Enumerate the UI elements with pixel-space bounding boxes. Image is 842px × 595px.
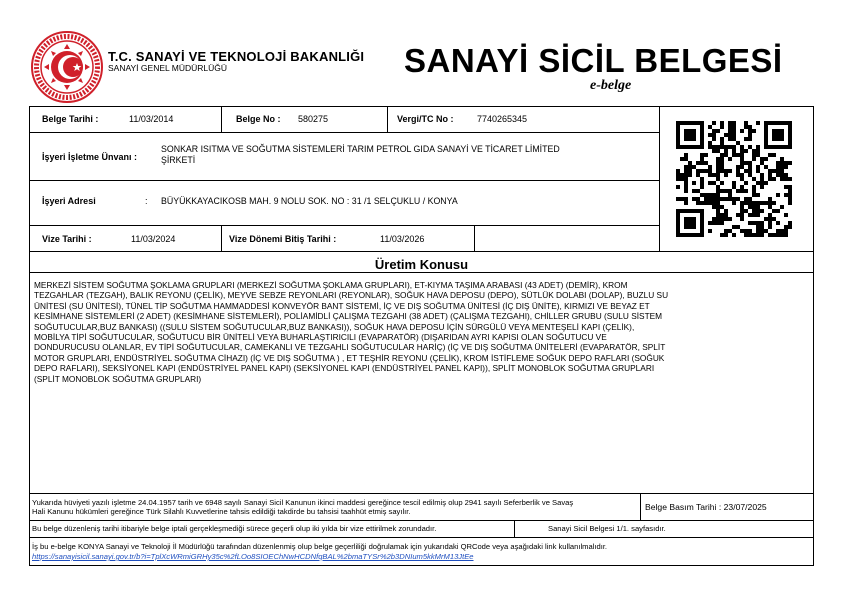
uretim-line: (SPLİT MONOBLOK SOĞUTMA GRUPLARI) — [34, 373, 202, 384]
divider — [474, 225, 475, 252]
divider — [29, 520, 814, 521]
divider — [29, 225, 660, 226]
ministry-subtitle: SANAYİ GENEL MÜDÜRLÜĞÜ — [108, 63, 228, 73]
law-text-line1: Yukarıda hüviyeti yazılı işletme 24.04.1957 tarih ve 6948 sayılı Sanayi Sicil Kanunun ikinci maddesi gereğince tescil edilmiş olup 2941 sayılı Seferberlik ve Savaş — [32, 498, 574, 507]
vergi-no-value: 7740265345 — [477, 114, 528, 124]
unvan-value-line1: SONKAR ISITMA VE SOĞUTMA SİSTEMLERİ TARIM PETROL GIDA SANAYİ VE TİCARET LİMİTED — [161, 144, 560, 154]
uretim-line: DONDURUCUSU OLANLAR, EV TİPİ SOĞUTUCULAR, CAMEKANLI VE TEZGAHLI SOĞUTUCULAR HARİÇ) (İÇ VE DIŞ SOĞUTMA ÜNİTELERİ (EVAPARATÖR, SPLİT — [34, 342, 666, 353]
uretim-line: MERKEZİ SİSTEM SOĞUTMA ŞOKLAMA GRUPLARI (MERKEZİ SOĞUTMA ŞOKLAMA GRUPLARI), ET-KIYMA TAŞIMA ARABASI (43 ADET) (DEMİR), KROM — [34, 280, 628, 290]
uretim-line: SOĞUTUCULAR,BUZ BANKASI) ((SULU SİSTEM SOĞUTUCULAR,BUZ BANKASI)), SOĞUK HAVA DEPOSU İÇİN SÜRGÜLÜ VEYA MENTEŞELİ KAPI (ÇELİK), — [34, 321, 635, 332]
divider — [640, 493, 641, 521]
belge-tarihi-value: 11/03/2014 — [129, 114, 174, 124]
divider — [29, 272, 814, 273]
ebelge-label: e-belge — [590, 78, 632, 93]
uretim-title: Üretim Konusu — [374, 257, 469, 272]
adres-value: BÜYÜKKAYACIKOSB MAH. 9 NOLU SOK. NO : 31 /1 SELÇUKLU / KONYA — [161, 196, 458, 206]
uretim-line: DEPO RAFLARI), SEKSİYONEL KAPI (ENDÜSTRİYEL PANEL KAPI) (SEKSİYONEL KAPI (ENDÜSTRİYEL PANEL KAPI)), SPLİT MONOBLOK SOĞUTMA GRUPLARI — [34, 363, 655, 374]
adres-label: İşyeri Adresi — [42, 196, 96, 206]
unvan-value-line2: ŞİRKETİ — [161, 155, 196, 165]
adres-colon: : — [145, 196, 148, 206]
validity-text: Bu belge düzenleniş tarihi itibariyle belge iptali gerçekleşmediği sürece geçerli olup iki yılda bir vize ettirilmek zorundadır. — [32, 524, 437, 533]
uretim-line: MOBİLYA TİPİ SOĞUTUCULAR, SOĞUTUCU BİR ÜNİTELİ VEYA BUHARLAŞTIRICILI (EVAPARATÖR) (DIŞARIDAN AYRI KAPISI OLAN SOĞUTUCU VE — [34, 332, 607, 343]
divider — [514, 520, 515, 537]
divider — [221, 106, 222, 132]
vize-tarihi-value: 11/03/2024 — [131, 234, 176, 244]
document-title: SANAYİ SİCİL BELGESİ — [404, 42, 783, 79]
uretim-line: TEZGAHLAR (TEZGAH), BALIK REYONU (ÇELİK), MEYVE SEBZE REYONLARI (REYONLAR), SOĞUK HAVA DEPOSU (DEPO), SÜTLÜK DOLABI (DOLAP), BUZLU SU — [34, 290, 669, 301]
vergi-no-label: Vergi/TC No : — [397, 114, 454, 124]
law-text-line2: Hali Kanunu hükümleri gereğince Türk Silahlı Kuvvetlerine tahsis edildiği takdirde bu tahsisi taahhüt etmiş sayılır. — [32, 507, 411, 516]
basim-tarihi: Belge Basım Tarihi : 23/07/2025 — [645, 502, 767, 512]
divider — [221, 225, 222, 252]
uretim-line: MOTOR GRUPLARI, ENDÜSTRİYEL SOĞUTMA CİHAZI) (İÇ VE DIŞ SOĞUTMA ) , ET TEŞHİR REYONU (ÇELİK), KROM İSTİFLEME SOĞUK DEPO RAFLARI (SOĞUK — [34, 352, 665, 363]
verify-text: İş bu e-belge KONYA Sanayi ve Teknoloji İl Müdürlüğü tarafından düzenlenmiş olup belge geçerliliği doğrulamak için yukarıdaki QRCode veya aşağıdaki link kullanılmalıdır. — [32, 542, 608, 551]
uretim-line: KESİMHANE SİSTEMLERİ (2 ADET) (KESİMHANE SİSTEMLERİ), POLİAMİDLİ ÇALIŞMA TEZGAHI (38 ADET) (ÇALIŞMA TEZGAHI), CHİLLER GRUBU (SULU SİSTEM — [34, 311, 663, 322]
belge-no-value: 580275 — [298, 114, 329, 124]
vize-bitis-label: Vize Dönemi Bitiş Tarihi : — [229, 234, 337, 244]
uretim-text — [34, 280, 814, 384]
divider — [29, 132, 660, 133]
verify-link[interactable]: https://sanayisicil.sanayi.gov.tr/b?i=TplXcWRmiGRHy35c%2fLOo8SIOEChNwHCDNfqBAL%2bmaTYSr%2b3DNIum5kkMrM13JtEe — [32, 552, 474, 561]
belge-tarihi-label: Belge Tarihi : — [42, 114, 99, 124]
unvan-label: İşyeri İşletme Ünvanı : — [42, 152, 138, 162]
divider — [659, 106, 660, 252]
vize-bitis-value: 11/03/2026 — [380, 234, 425, 244]
belge-no-label: Belge No : — [236, 114, 281, 124]
divider — [29, 180, 660, 181]
vize-tarihi-label: Vize Tarihi : — [42, 234, 92, 244]
page-info: Sanayi Sicil Belgesi 1/1. sayfasıdır. — [548, 524, 666, 533]
divider — [29, 537, 814, 538]
ministry-seal — [30, 30, 104, 104]
ministry-name: T.C. SANAYİ VE TEKNOLOJİ BAKANLIĞI — [108, 49, 365, 64]
uretim-line: ÜNİTESİ (SU ÜNİTESİ), TÜNEL TİP SOĞUTMA HAMMADDESİ KONVEYÖR BANT SİSTEMİ, İÇ VE DIŞ SOĞUTMA ÜNİTESİ (İÇ DIŞ ÜNİTE), KIRMIZI VE BEYAZ ET — [34, 300, 650, 311]
divider — [387, 106, 388, 132]
qr-code[interactable] — [676, 121, 792, 237]
